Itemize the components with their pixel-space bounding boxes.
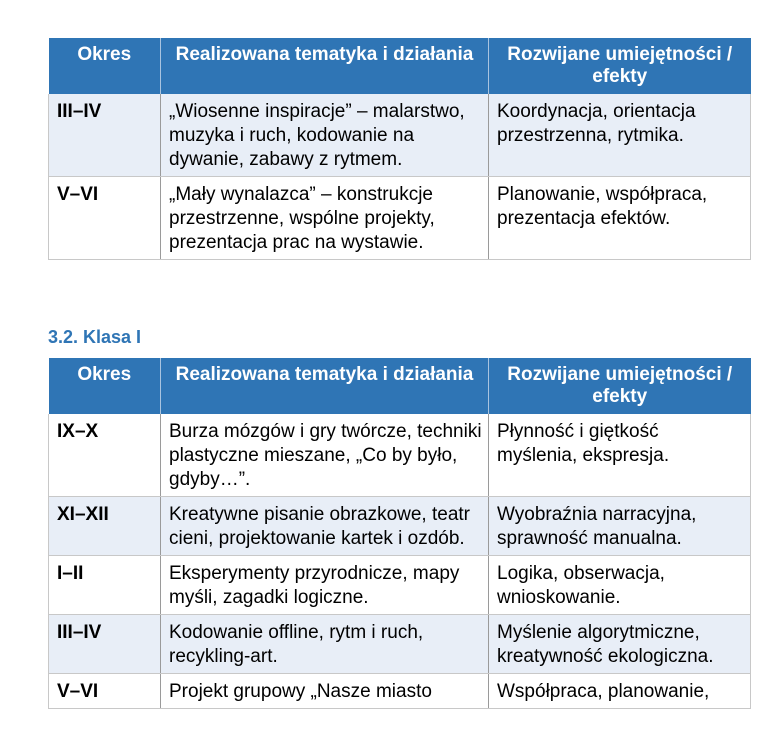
skills-cell: Logika, obserwacja, wnioskowanie. [489, 556, 751, 615]
table-row [49, 497, 751, 556]
table-row [49, 556, 751, 615]
period-cell: III–IV [49, 615, 161, 674]
period-cell: XI–XII [49, 497, 161, 556]
table-row [49, 615, 751, 674]
schedule-table-2 [48, 358, 751, 709]
topics-cell: „Mały wynalazca” – konstrukcje przestrzenne, wspólne projekty, prezentacja prac na wystawie. [161, 177, 489, 260]
skills-cell: Koordynacja, orientacja przestrzenna, rytmika. [489, 94, 751, 177]
skills-cell: Płynność i giętkość myślenia, ekspresja. [489, 414, 751, 497]
topics-cell: „Wiosenne inspiracje” – malarstwo, muzyka i ruch, kodowanie na dywanie, zabawy z rytmem. [161, 94, 489, 177]
period-cell: I–II [49, 556, 161, 615]
column-header-period: Okres [49, 38, 161, 94]
section-heading: 3.2. Klasa I [48, 327, 142, 347]
column-header-skills: Rozwijane umiejętności / efekty [489, 358, 751, 414]
period-cell: III–IV [49, 94, 161, 177]
period-cell: V–VI [49, 177, 161, 260]
topics-cell: Projekt grupowy „Nasze miasto [161, 674, 489, 709]
topics-cell: Burza mózgów i gry twórcze, techniki plastyczne mieszane, „Co by było, gdyby…”. [161, 414, 489, 497]
column-header-skills: Rozwijane umiejętności / efekty [489, 38, 751, 94]
topics-cell: Eksperymenty przyrodnicze, mapy myśli, zagadki logiczne. [161, 556, 489, 615]
period-cell: V–VI [49, 674, 161, 709]
period-cell: IX–X [49, 414, 161, 497]
table-row [49, 94, 751, 177]
table-row [49, 177, 751, 260]
schedule-table-1 [48, 38, 751, 260]
column-header-topics: Realizowana tematyka i działania [161, 358, 489, 414]
topics-cell: Kreatywne pisanie obrazkowe, teatr cieni, projektowanie kartek i ozdób. [161, 497, 489, 556]
table-header-row [49, 38, 751, 94]
column-header-period: Okres [49, 358, 161, 414]
table-header-row [49, 358, 751, 414]
skills-cell: Wyobraźnia narracyjna, sprawność manualna. [489, 497, 751, 556]
skills-cell: Planowanie, współpraca, prezentacja efektów. [489, 177, 751, 260]
table-row [49, 674, 751, 709]
column-header-topics: Realizowana tematyka i działania [161, 38, 489, 94]
skills-cell: Myślenie algorytmiczne, kreatywność ekologiczna. [489, 615, 751, 674]
topics-cell: Kodowanie offline, rytm i ruch, recykling-art. [161, 615, 489, 674]
skills-cell: Współpraca, planowanie, [489, 674, 751, 709]
table-row [49, 414, 751, 497]
